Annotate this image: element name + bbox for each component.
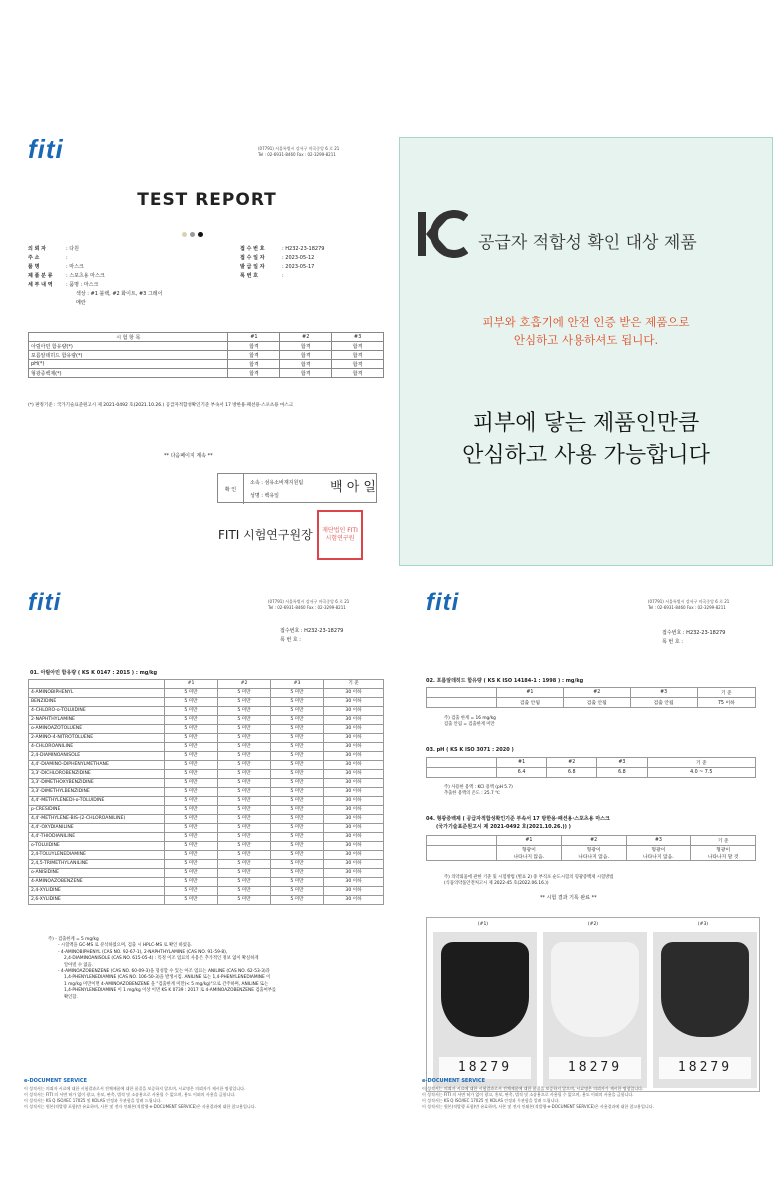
report-dots <box>182 222 206 241</box>
section-01-title: 01. 아릴아민 함유량 ( KS K 0147 : 2015 ) : mg/kg <box>30 670 158 676</box>
ph-table: #1 #2 #3 기 준 6.4 6.8 6.8 4.0 ~ 7.5 <box>426 757 756 778</box>
ph-note: 주) 사용한 용액 : KCl 용액 (pH 5.7) 추출한 용액의 온도 : 25.7 ℃ <box>444 785 513 797</box>
sample-photo-1: 18279 <box>433 932 537 1088</box>
lab-address: (07791) 서울특별시 강서구 마곡중앙 6 로 21 Tel : 02-6931-8460 Fax : 02-3299-8211 <box>258 146 340 157</box>
edocument-footer: e-DOCUMENT SERVICE 이 성적서는 의뢰자 시료에 대한 시험결과로서 전체제품에 대한 품질을 보증하지 않으며, 시료명은 의뢰자가 제시한 명칭입니다. 이 성적서는 FITI 의 서면 허가 없이 광고, 홍보, 판촉, 법적 및 소송용으로 사용될 수 없으며, 용도 이외의 사용을 금합니다. 이 성적서는 KS Q ISO/IEC 17025 및 KOLAS 인정과 무관함을 알려 드립니다. 이 성적서는 원본(적발행 포함)만 유효하며, 사본 및 전자 인쇄본(적발행-e-DOCUMENT SERVICE)은 사용결과에 대한 참고용입니다. <box>24 1078 256 1109</box>
edocument-footer: e-DOCUMENT SERVICE 이 성적서는 의뢰자 시료에 대한 시험결과로서 전체제품에 대한 품질을 보증하지 않으며, 시료명은 의뢰자가 제시한 명칭입니다. 이 성적서는 FITI 의 서면 허가 없이 광고, 홍보, 판촉, 법적 및 소송용으로 사용될 수 없으며, 용도 이외의 사용을 금합니다. 이 성적서는 KS Q ISO/IEC 17025 및 KOLAS 인정과 무관함을 알려 드립니다. 이 성적서는 원본(적발행 포함)만 유효하며, 사본 및 전자 인쇄본(적발행-e-DOCUMENT SERVICE)은 사용결과에 대한 참고용입니다. <box>422 1078 654 1109</box>
test-report-cover <box>22 130 392 570</box>
formaldehyde-ph-report-page <box>420 585 772 1145</box>
sample-photo-2: 18279 <box>543 932 647 1088</box>
table-row: 3,3'-DICHLOROBENZIDINE 5 미만 5 미만 5 미만 30 이하 <box>29 770 384 779</box>
lab-address: (07791) 서울특별시 강서구 마곡중앙 6 로 21 Tel : 02-6931-8460 Fax : 02-3299-8211 <box>268 599 350 610</box>
table-row: 4,4'-THIODIANILINE 5 미만 5 미만 5 미만 30 이하 <box>29 833 384 842</box>
table-row: 3,3'-DIMETHYLBENZIDINE 5 미만 5 미만 5 미만 30 이하 <box>29 788 384 797</box>
sample-photo-3: 18279 <box>653 932 757 1088</box>
formaldehyde-table: #1 #2 #3 기 준 검출 안됨 검출 안됨 검출 안됨 75 이하 <box>426 687 756 708</box>
table-row: 2,6-XYLIDINE 5 미만 5 미만 5 미만 30 이하 <box>29 896 384 905</box>
arylamine-table: #1 #2 #3 기 준 4-AMINOBIPHENYL 5 미만 5 미만 5 미만 30 이하 BENZIDINE 5 미만 5 미만 5 미만 30 이하 4-CHLORO-o-TOLUIDINE 5 미만 5 미만 5 미만 30 이하 2-NAPHTHYLAMINE 5 미만 5 미만 5 미만 30 이하 o-AMINOAZOTOLUENE 5 미만 5 미만 5 미만 30 이하 2-AMINO-4-NITROTOLUENE 5 미만 5 미만 5 미만 30 이하 4-CHLOROANILINE 5 미만 5 미만 5 미만 30 이하 2,4-DIAMINOANISOLE 5 미만 5 미만 5 미만 30 이하 4,4'-DIAMINO-DIPHENYLMETHANE 5 미만 5 미만 5 미만 30 이하 3,3'-DICHLOROBENZIDINE 5 미만 5 미만 5 미만 30 이하 3,3'-DIMETHOXYBENZIDINE 5 미만 5 미만 5 미만 30 이하 3,3'-DIMETHYLBENZIDINE 5 미만 5 미만 5 미만 30 이하 4,4'-METHYLENEDI-o-TOLUIDINE 5 미만 5 미만 5 미만 30 이하 p-CRESIDINE 5 미만 5 미만 5 미만 30 이하 4,4'-METHYLENE-BIS-(2-CHLOROANILINE) 5 미만 5 미만 5 미만 30 이하 4,4'-OXYDIANILINE 5 미만 5 미만 5 미만 30 이하 4,4'-THIODIANILINE 5 미만 5 미만 5 미만 30 이하 o-TOLUIDINE 5 미만 5 미만 5 미만 30 이하 2,4-TOLUYLENEDIAMINE 5 미만 5 미만 5 미만 30 이하 2,4,5-TRIMETHYLANILINE 5 미만 5 미만 5 미만 30 이하 o-ANISIDINE 5 미만 5 미만 5 미만 30 이하 4-AMINOAZOBENZENE 5 미만 5 미만 5 미만 30 이하 2,4-XYLIDINE 5 미만 5 미만 5 미만 30 이하 2,6-XYLIDINE 5 미만 5 미만 5 미만 30 이하 <box>28 679 384 905</box>
kc-main-message: 피부에 닿는 제품인만큼 안심하고 사용 가능합니다 <box>462 411 710 468</box>
kc-subtitle: 피부와 호흡기에 안전 인증 받은 제품으로 안심하고 사용하셔도 됩니다. <box>482 315 690 347</box>
section-04-title: 04. 형광증백제 ( 공급자적합성확인기준 부속서 17 방한용·패션용·스포츠용 마스크 (국가기술표준원고시 제 2021-0492 호(2021.10.26.)) ) <box>426 816 610 830</box>
table-row: o-AMINOAZOTOLUENE 5 미만 5 미만 5 미만 30 이하 <box>29 725 384 734</box>
table-row: 6.4 6.8 6.8 4.0 ~ 7.5 <box>427 768 756 778</box>
section-02-title: 02. 포름알데히드 함유량 ( KS K ISO 14184-1 : 1998 ) : mg/kg <box>426 678 584 684</box>
kc-mark-icon <box>416 210 468 258</box>
table-row: o-TOLUIDINE 5 미만 5 미만 5 미만 30 이하 <box>29 842 384 851</box>
formaldehyde-note: 주) 검출 한계 = 16 mg/kg 검출 안됨 = 검출한계 미만 <box>444 716 496 728</box>
table-row: 4,4'-OXYDIANILINE 5 미만 5 미만 5 미만 30 이하 <box>29 824 384 833</box>
fiti-logo: fiti <box>28 589 62 616</box>
fiti-logo: fiti <box>426 589 460 616</box>
table-row: 2,4-XYLIDINE 5 미만 5 미만 5 미만 30 이하 <box>29 887 384 896</box>
dot-3 <box>198 232 203 237</box>
arylamine-report-page <box>22 585 392 1145</box>
table-row: 4-CHLOROANILINE 5 미만 5 미만 5 미만 30 이하 <box>29 743 384 752</box>
receipt-info: 접수번호 : H232-23-18279 폭 번 호 : <box>280 628 344 643</box>
table-row: 4-AMINOAZOBENZENE 5 미만 5 미만 5 미만 30 이하 <box>29 878 384 887</box>
table-row: 4-CHLORO-o-TOLUIDINE 5 미만 5 미만 5 미만 30 이하 <box>29 707 384 716</box>
lab-address: (07791) 서울특별시 강서구 마곡중앙 6 로 21 Tel : 02-6931-8460 Fax : 02-3299-8211 <box>648 599 730 610</box>
seal-stamp: 재단법인 FITI 시험연구원 <box>317 510 363 560</box>
receipt-info: 접 수 번 호 : H232-23-18279 접 수 일 자 : 2023-05-12 발 급 일 자 : 2023-05-17 폭 번 호 : <box>240 246 325 279</box>
report-title: TEST REPORT <box>137 190 277 210</box>
table-row: 4,4'-METHYLENEDI-o-TOLUIDINE 5 미만 5 미만 5 미만 30 이하 <box>29 797 384 806</box>
table-row: BENZIDINE 5 미만 5 미만 5 미만 30 이하 <box>29 698 384 707</box>
fluorescent-note: 주) 의약외품에 관한 기준 및 시험방법 (별표 2) 중 부직포 순도시험의 형광증백제 시험방법 (식품의약품안전처고시 제 2022-45 호(2022.06.16.)) <box>444 875 614 887</box>
criteria-note: (*) 판정기준 : 국가기술표준원고시 제 2021-0492 호(2021.10.26.) 공급자적합성확인기준 부속서 17 방한용·패션용·스포츠용 마스크 <box>28 403 294 408</box>
kc-title: 공급자 적합성 확인 대상 제품 <box>478 233 697 253</box>
section-03-title: 03. pH ( KS K ISO 3071 : 2020 ) <box>426 747 514 753</box>
table-row: 3,3'-DIMETHOXYBENZIDINE 5 미만 5 미만 5 미만 30 이하 <box>29 779 384 788</box>
table-row: 검출 안됨 검출 안됨 검출 안됨 75 이하 <box>427 698 756 708</box>
table-row: 2,4,5-TRIMETHYLANILINE 5 미만 5 미만 5 미만 30 이하 <box>29 860 384 869</box>
confirm-box: 확 인 소속 : 섬유소비재지원팀 성명 : 백유일 백 아 일 <box>217 473 377 503</box>
table-row: 형광이 나타나지 않음. 형광이 나타나지 않음. 형광이 나타나지 않음. 형광이 나타나지 말 것 <box>427 846 756 861</box>
fluorescent-table: #1 #2 #3 기 준 형광이 나타나지 않음. 형광이 나타나지 않음. 형광이 나타나지 않음. 형광이 나타나지 말 것 <box>426 835 756 861</box>
end-note: ** 시험 결과 기록 완료 ** <box>540 895 597 901</box>
table-row: p-CRESIDINE 5 미만 5 미만 5 미만 30 이하 <box>29 806 384 815</box>
table-row: 2-AMINO-4-NITROTOLUENE 5 미만 5 미만 5 미만 30 이하 <box>29 734 384 743</box>
sample-photos: (#1) (#2) (#3) 18279 18279 18279 <box>426 917 760 1092</box>
institute-name: FITI 시험연구원장 <box>218 528 313 542</box>
table-row: o-ANISIDINE 5 미만 5 미만 5 미만 30 이하 <box>29 869 384 878</box>
table-row: 4,4'-DIAMINO-DIPHENYLMETHANE 5 미만 5 미만 5 미만 30 이하 <box>29 761 384 770</box>
client-info: 의 뢰 자 : 다원 주 소 : 품 명 : 마스크 제 품 분 류 : 스포츠용 마스크 세 부 내 역 : 품명 : 마스크 색상 : #1 블랙, #2 화이트, #3 그레이 메란 <box>28 246 163 306</box>
summary-table: 시 험 항 목 #1 #2 #3 아릴아민 함유량(*) 합격 합격 합격 포름알데히드 함유량(*) 합격 합격 합격 pH(*) 합격 합격 합격 형광증백제(*) 합격 합격 합격 <box>28 332 384 378</box>
table-row: pH(*) 합격 합격 합격 <box>29 360 384 369</box>
receipt-info: 접수번호 : H232-23-18279 폭 번 호 : <box>662 630 726 645</box>
table-row: 포름알데히드 함유량(*) 합격 합격 합격 <box>29 351 384 360</box>
table-row: 4,4'-METHYLENE-BIS-(2-CHLOROANILINE) 5 미만 5 미만 5 미만 30 이하 <box>29 815 384 824</box>
table-row: 2,4-DIAMINOANISOLE 5 미만 5 미만 5 미만 30 이하 <box>29 752 384 761</box>
table-row: 4-AMINOBIPHENYL 5 미만 5 미만 5 미만 30 이하 <box>29 689 384 698</box>
next-page-note: ** 다음페이지 계속 ** <box>164 453 213 459</box>
arylamine-notes: 주) - 검출한계 = 5 mg/kg - 시험액을 GC-MS 로 분석하였으며, 검출 시 HPLC-MS 로 확인 하였음. - 4-AMINOBIPHENYL (CAS NO. 92-67-1), 2-NAPHTHYLAMINE (CAS NO. 91-59-8), 2,4-DIAMINOANISOLE (CAS NO. 615-05-4) : 특정 이조 염료의 사용은 추가적인 정보 없이 확실하게 알아낼 수 없음. - 4-AMINOAZOBENZENE (CAS NO. 60-09-3)을 형성할 수 있는 아조 염료는 ANILINE (CAS NO. 62-53-3)과 1,4-PHENYLENEDIAMINE (CAS NO. 106-50-3)을 발생시킴. ANILINE 또는 1,4-PHENYLENEDIAMINE 이 1 mg/kg 미만이면 4-AMINOAZOBENZENE 을 "검출한계 미만(< 5 mg/kg)"으로 간주하며, ANILINE 또는 1,4-PHENYLENEDIAMINE 이 1 mg/kg 이상 이면 KS K 0739 : 2017 로 4-AMINOAZOBENZENE 검출여부를 확인함. <box>48 937 277 1000</box>
table-row: 2,4-TOLUYLENEDIAMINE 5 미만 5 미만 5 미만 30 이하 <box>29 851 384 860</box>
dot-2 <box>190 232 195 237</box>
dot-1 <box>182 232 187 237</box>
mask-image <box>661 942 749 1037</box>
mask-image <box>551 942 639 1037</box>
kc-certification-panel <box>399 137 773 566</box>
signature: 백 아 일 <box>330 480 376 495</box>
table-row: 2-NAPHTHYLAMINE 5 미만 5 미만 5 미만 30 이하 <box>29 716 384 725</box>
table-row: 아릴아민 함유량(*) 합격 합격 합격 <box>29 342 384 351</box>
fiti-logo: fiti <box>28 134 64 164</box>
table-row: 형광증백제(*) 합격 합격 합격 <box>29 369 384 378</box>
mask-image <box>441 942 529 1037</box>
